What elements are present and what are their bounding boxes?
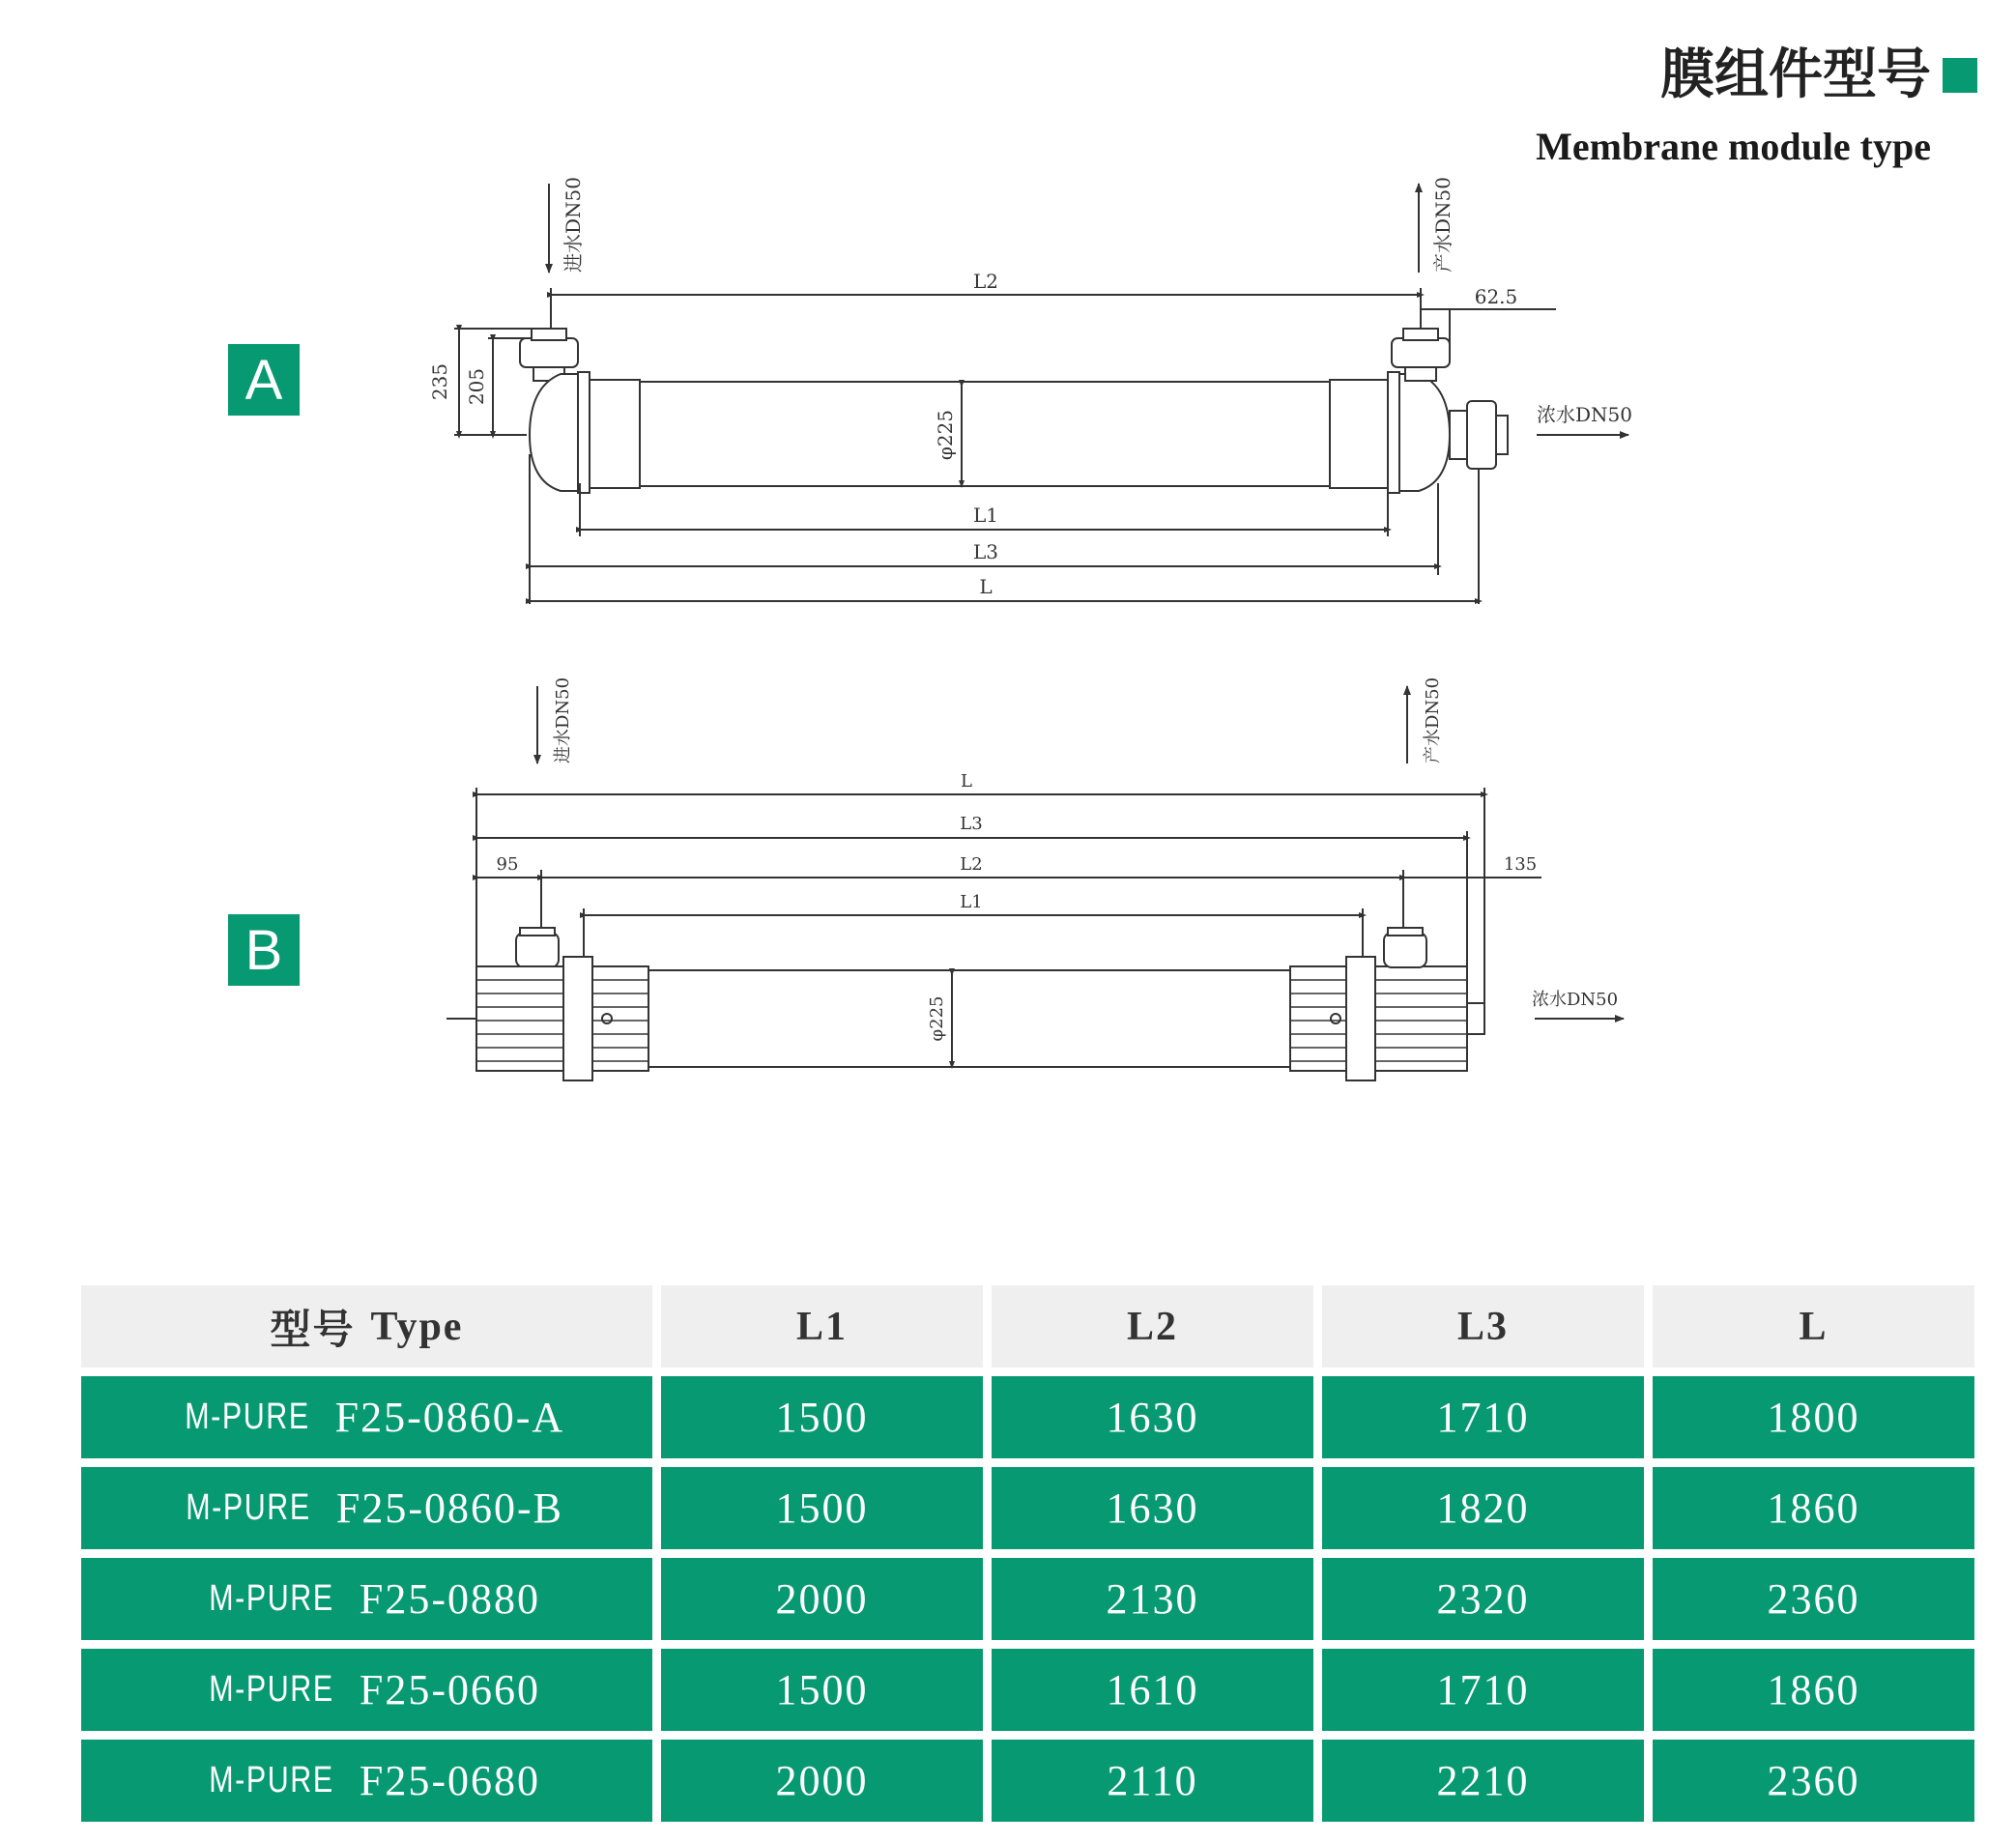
header-l3: L3	[1322, 1285, 1644, 1368]
dim-l1-b: L1	[960, 892, 983, 912]
header-l1: L1	[661, 1285, 983, 1368]
dim-l2-b: L2	[960, 854, 983, 875]
dim-l-a: L	[979, 575, 993, 598]
cell-l2: 1630	[992, 1376, 1313, 1458]
cell-l3: 1710	[1322, 1376, 1644, 1458]
table-row	[81, 1740, 1977, 1822]
header-l2: L2	[992, 1285, 1313, 1368]
title-en: Membrane module type	[1536, 125, 1931, 168]
inlet-label-b: 进水DN50	[553, 677, 573, 763]
dim-dia-a: φ225	[934, 409, 957, 461]
title-cn-text: 膜组件型号	[1660, 43, 1931, 106]
concentrate-label-a: 浓水DN50	[1537, 403, 1632, 426]
membrane-tube-b	[648, 970, 1290, 1067]
dim-l2-a: L2	[972, 270, 999, 293]
table-row	[81, 1467, 1977, 1549]
cell-l3: 1820	[1322, 1467, 1644, 1549]
product-label-b: 产水DN50	[1423, 677, 1443, 763]
drawing-b	[446, 686, 1624, 1080]
dim-l3-a: L3	[972, 540, 999, 563]
cell-l: 1800	[1653, 1376, 1974, 1458]
inlet-label-a: 进水DN50	[562, 177, 585, 273]
cell-l2: 1610	[992, 1649, 1313, 1731]
cell-l1: 1500	[661, 1467, 983, 1549]
table-row	[81, 1558, 1977, 1640]
dim-h1-a: 235	[428, 362, 451, 401]
cell-model: M-PURE F25-0860-B	[81, 1467, 652, 1549]
concentrate-label-b: 浓水DN50	[1532, 990, 1619, 1010]
dim-dia-b: φ225	[927, 995, 947, 1042]
cell-l: 2360	[1653, 1740, 1974, 1822]
cell-l3: 2210	[1322, 1740, 1644, 1822]
cell-l1: 2000	[661, 1558, 983, 1640]
drawing-a-label: A	[228, 344, 300, 416]
header-l: L	[1653, 1285, 1974, 1368]
cell-l1: 1500	[661, 1376, 983, 1458]
cell-l: 1860	[1653, 1649, 1974, 1731]
table-row	[81, 1649, 1977, 1731]
cell-l2: 1630	[992, 1467, 1313, 1549]
drawing-b-label: B	[228, 914, 300, 986]
cell-model: M-PURE F25-0680	[81, 1740, 652, 1822]
dim-l-b: L	[961, 771, 972, 792]
header-type: 型号 Type	[81, 1285, 652, 1368]
cell-l2: 2130	[992, 1558, 1313, 1640]
cell-l2: 2110	[992, 1740, 1313, 1822]
product-label-a: 产水DN50	[1431, 177, 1454, 273]
cell-model: M-PURE F25-0880	[81, 1558, 652, 1640]
cell-l3: 2320	[1322, 1558, 1644, 1640]
cell-l1: 1500	[661, 1649, 983, 1731]
membrane-tube-a	[640, 382, 1330, 486]
dimension-table	[81, 1285, 1977, 1830]
dim-l1-a: L1	[972, 504, 999, 527]
cell-model: M-PURE F25-0660	[81, 1649, 652, 1731]
dim-l3-b: L3	[960, 814, 983, 834]
dim-right-offset-b: 135	[1503, 854, 1538, 875]
dim-h2-a: 205	[465, 367, 488, 406]
dim-left-offset-b: 95	[496, 854, 519, 875]
cell-model: M-PURE F25-0860-A	[81, 1376, 652, 1458]
table-row	[81, 1376, 1977, 1458]
dim-offset-a: 62.5	[1474, 285, 1518, 308]
table-header-row	[81, 1285, 1977, 1368]
cell-l3: 1710	[1322, 1649, 1644, 1731]
cell-l: 1860	[1653, 1467, 1974, 1549]
cell-l1: 2000	[661, 1740, 983, 1822]
cell-l: 2360	[1653, 1558, 1974, 1640]
